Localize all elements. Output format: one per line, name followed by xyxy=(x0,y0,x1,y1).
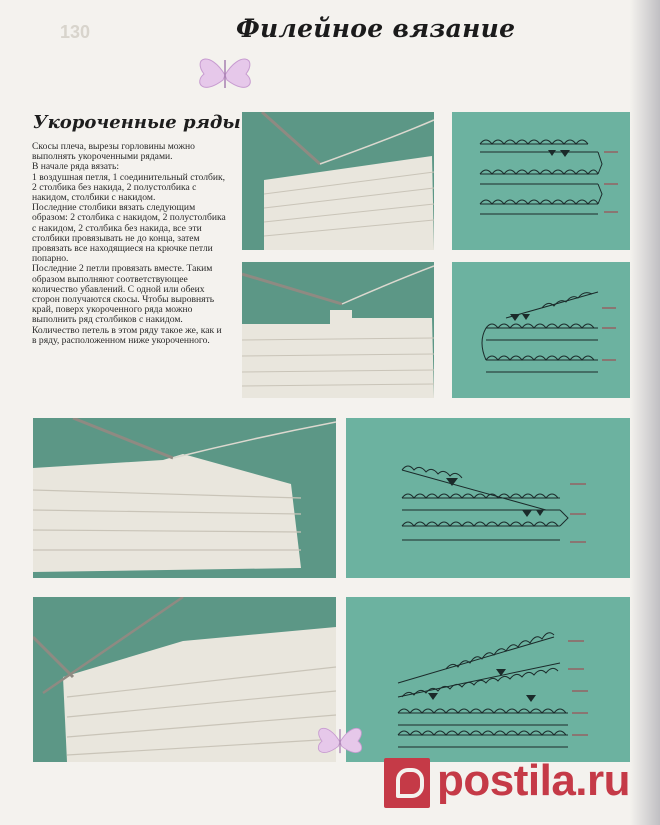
butterfly-icon xyxy=(310,720,370,764)
crochet-photo-1 xyxy=(242,112,434,250)
watermark-text: postila.ru xyxy=(437,756,631,805)
stitch-diagram-3 xyxy=(346,418,630,578)
paragraph: 1 воздушная петля, 1 соединительный столбик, 2 столбика без накида, 2 полустолбика с накидом, столбики с накидом. xyxy=(32,171,226,204)
stitch-diagram-2 xyxy=(452,262,630,398)
paragraph: В начале ряда вязать: xyxy=(32,161,120,173)
page-title: Филейное вязание xyxy=(236,14,516,43)
crochet-photo-2 xyxy=(242,262,434,398)
butterfly-icon xyxy=(190,50,260,100)
stitch-diagram-1 xyxy=(452,112,630,250)
page-edge-shadow xyxy=(630,0,660,825)
instructions-text xyxy=(32,142,228,346)
section-title: Укороченные ряды xyxy=(33,112,241,133)
paragraph: Скосы плеча, вырезы горловины можно выполнять укороченными рядами. xyxy=(32,141,195,163)
stitch-diagram-4 xyxy=(346,597,630,762)
crochet-photo-3 xyxy=(33,418,336,578)
paragraph: Последние 2 петли провязать вместе. Таким образом выполняют соответствующее количество убавлений. С одной или обеих сторон получаются скосы. Чтобы выровнять край, поверх укороченного ряда можно выполнить ряд столбиков с накидом. Количество петель в этом ряду такое же, как и в ряду, расположенном ниже укороченного. xyxy=(32,263,222,346)
postila-logo-icon xyxy=(384,758,430,808)
paragraph: Последние столбики вязать следующим образом: 2 столбика с накидом, 2 полустолбика с накидом, 2 столбика без накида, все эти столбики провязывать не до конца, затем провязать все находящиеся на крючке петли попарно. xyxy=(32,202,226,265)
crochet-photo-4 xyxy=(33,597,336,762)
page-number: 130 xyxy=(60,22,91,42)
